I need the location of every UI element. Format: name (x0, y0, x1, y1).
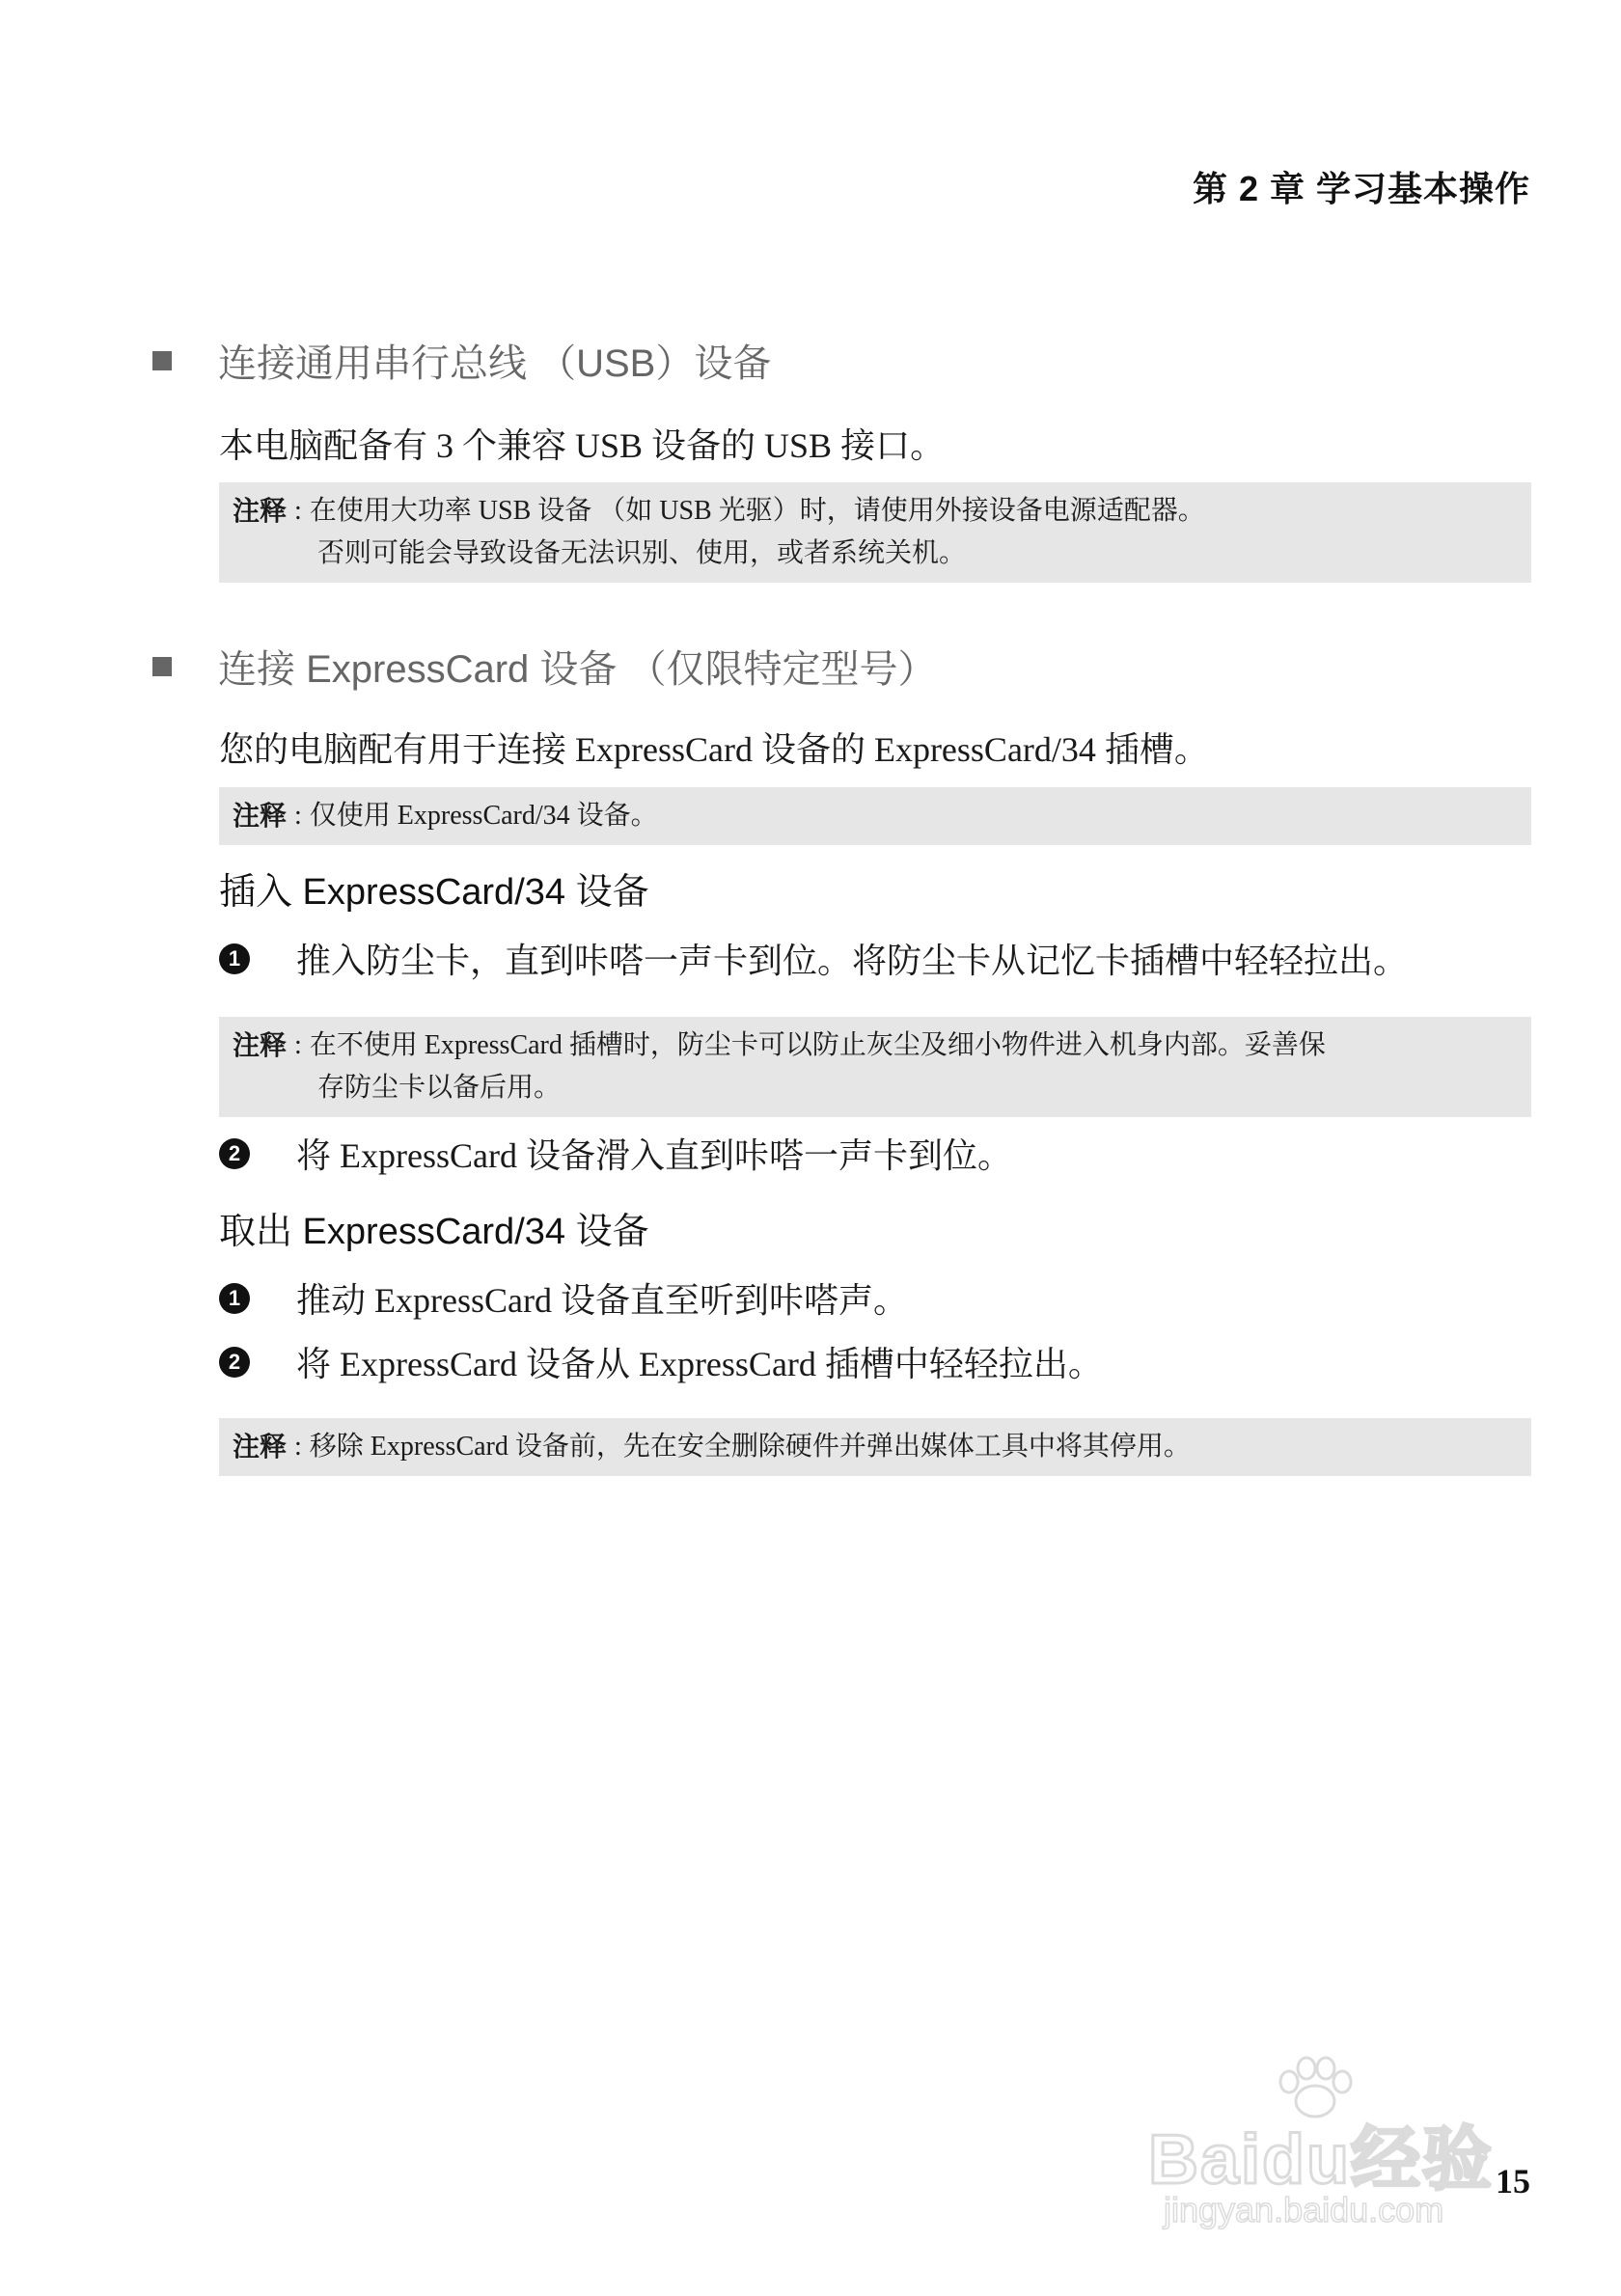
usb-section-heading (152, 333, 771, 388)
step-number-badge: 2 (219, 1138, 250, 1169)
step-text: 推入防尘卡，直到咔嗒一声卡到位。将防尘卡从记忆卡插槽中轻轻拉出。 (296, 942, 1409, 980)
note-text: 移除 ExpressCard 设备前，先在安全删除硬件并弹出媒体工具中将其停用。 (309, 1432, 1191, 1462)
remove-step-2 (219, 1337, 1103, 1386)
step-number-badge: 1 (219, 943, 250, 974)
insert-step-1 (219, 934, 1408, 983)
step-text: 将 ExpressCard 设备滑入直到咔嗒一声卡到位。 (296, 1136, 1012, 1175)
note-text: 在不使用 ExpressCard 插槽时，防尘卡可以防止灰尘及细小物件进入机身内部。妥善保 (309, 1030, 1326, 1060)
step-number-badge: 1 (219, 1283, 250, 1314)
step-text: 将 ExpressCard 设备从 ExpressCard 插槽中轻轻拉出。 (296, 1345, 1103, 1383)
usb-note-box: 注释 : 在使用大功率 USB 设备 （如 USB 光驱）时，请使用外接设备电源适配器。 否则可能会导致设备无法识别、使用，或者系统关机。 (219, 482, 1531, 583)
note-text-continued: 存防尘卡以备后用。 (317, 1073, 562, 1103)
baidu-watermark (1148, 2055, 1534, 2238)
note-text: 仅使用 ExpressCard/34 设备。 (309, 801, 658, 831)
note-label: 注释 (233, 1030, 288, 1060)
square-bullet-icon (152, 657, 172, 676)
expresscard-intro-text: 您的电脑配有用于连接 ExpressCard 设备的 ExpressCard/34 插槽。 (219, 730, 1209, 769)
remove-step-1 (219, 1273, 908, 1323)
usb-section-title: 连接通用串行总线 （USB）设备 (218, 342, 772, 385)
remove-note-box: 注释 : 移除 ExpressCard 设备前，先在安全删除硬件并弹出媒体工具中将其停用。 (219, 1418, 1531, 1476)
step-text: 推动 ExpressCard 设备直至听到咔嗒声。 (296, 1281, 908, 1320)
note-label: 注释 (233, 1432, 288, 1462)
remove-subheading: 取出 ExpressCard/34 设备 (219, 1212, 649, 1252)
chapter-title: 第 2 章 学习基本操作 (1192, 169, 1530, 208)
insert-note-box: 注释 : 在不使用 ExpressCard 插槽时，防尘卡可以防止灰尘及细小物件进入机身内部。妥善保 存防尘卡以备后用。 (219, 1017, 1531, 1117)
page-number: 15 (1496, 2162, 1530, 2200)
note-text: 在使用大功率 USB 设备 （如 USB 光驱）时，请使用外接设备电源适配器。 (309, 496, 1205, 526)
watermark-brand: Baidu经验 (1148, 2121, 1495, 2199)
insert-subheading: 插入 ExpressCard/34 设备 (219, 872, 649, 913)
insert-step-2 (219, 1129, 1012, 1178)
step-number-badge: 2 (219, 1347, 250, 1378)
expresscard-section-title: 连接 ExpressCard 设备 （仅限特定型号） (218, 648, 937, 691)
usb-intro-text: 本电脑配备有 3 个兼容 USB 设备的 USB 接口。 (219, 426, 946, 465)
note-label: 注释 (233, 801, 288, 831)
note-label: 注释 (233, 496, 288, 526)
note-text-continued: 否则可能会导致设备无法识别、使用，或者系统关机。 (317, 538, 967, 568)
square-bullet-icon (152, 351, 172, 370)
expresscard-note-box: 注释 : 仅使用 ExpressCard/34 设备。 (219, 787, 1531, 845)
watermark-url: jingyan.baidu.com (1164, 2190, 1444, 2229)
expresscard-section-heading (152, 639, 937, 694)
